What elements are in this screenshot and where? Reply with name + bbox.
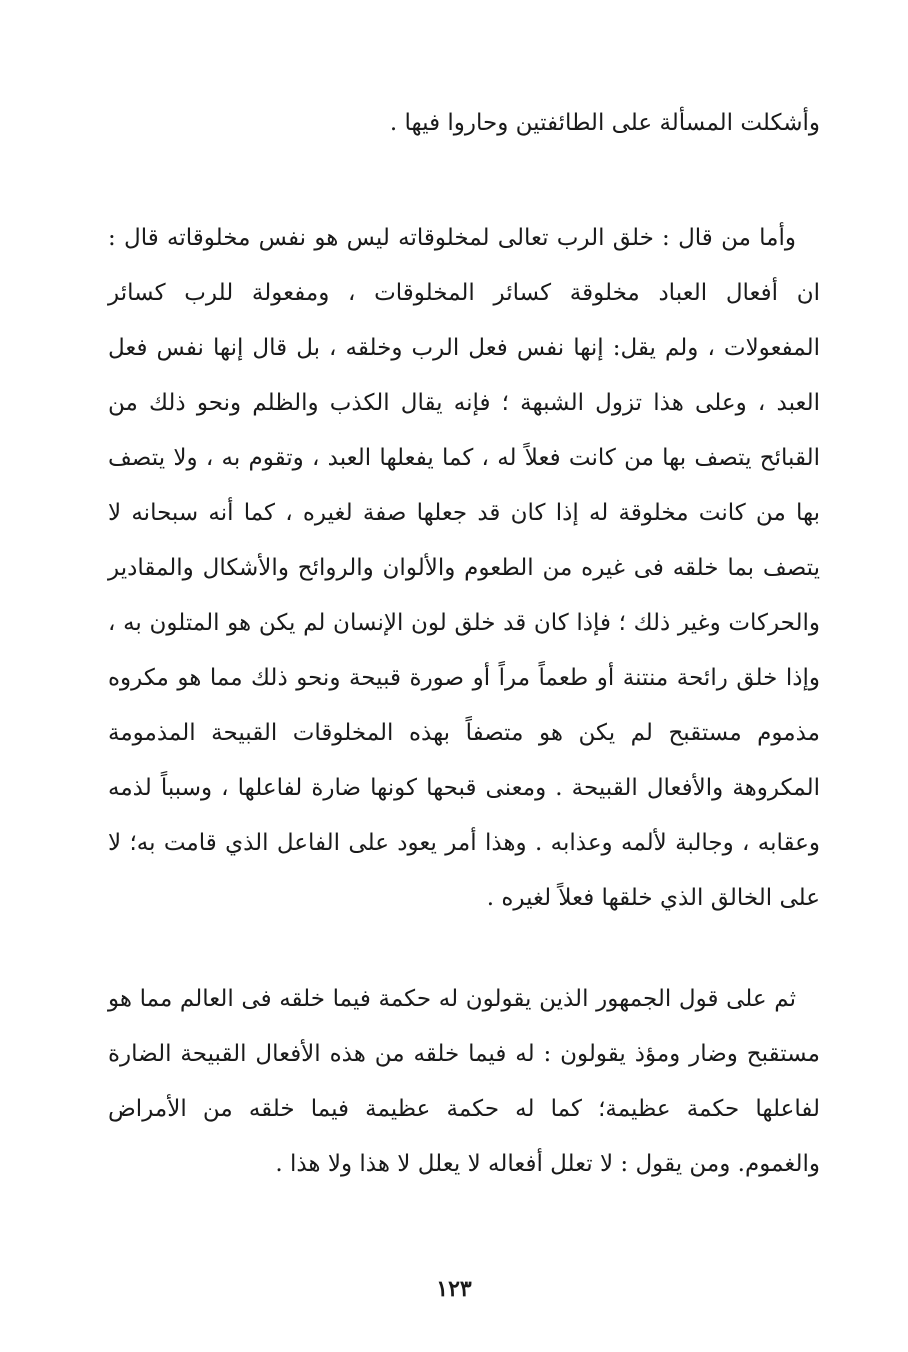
paragraph-3: ثم على قول الجمهور الذين يقولون له حكمة فيما خلقه فى العالم مما هو مستقبح وضار ومؤذ يقولون : له فيما خلقه من هذه الأفعال القبيحة الضارة لفاعلها حكمة عظيمة؛ كما له حكمة عظيمة فيما خلقه من الأمراض والغموم. ومن يقول : لا تعلل أفعاله لا يعلل لا هذا ولا هذا . [108, 986, 820, 1177]
paragraph-2: وأما من قال : خلق الرب تعالى لمخلوقاته ليس هو نفس مخلوقاته قال : ان أفعال العباد مخلوقة كسائر المخلوقات ، ومفعولة للرب كسائر المفعولات ، ولم يقل: إنها نفس فعل الرب وخلقه ، بل قال إنها نفس فعل العبد ، وعلى هذا تزول الشبهة ؛ فإنه يقال الكذب والظلم ونحو ذلك من القبائح يتصف بها من كانت فعلاً له ، كما يفعلها العبد ، وتقوم به ، ولا يتصف بها من كانت مخلوقة له إذا كان قد جعلها صفة لغيره ، كما أنه سبحانه لا يتصف بما خلقه فى غيره من الطعوم والألوان والروائح والأشكال والمقادير والحركات وغير ذلك ؛ فإذا كان قد خلق لون الإنسان لم يكن هو المتلون به ، وإذا خلق رائحة منتنة أو طعماً مراً أو صورة قبيحة ونحو ذلك مما هو مكروه مذموم مستقبح لم يكن هو متصفاً بهذه المخلوقات القبيحة المذمومة المكروهة والأفعال القبيحة . ومعنى قبحها كونها ضارة لفاعلها ، وسبباً لذمه وعقابه ، وجالبة لألمه وعذابه . وهذا أمر يعود على الفاعل الذي قامت به؛ لا على الخالق الذي خلقها فعلاً لغيره . [108, 225, 820, 911]
page-number: ١٢٣ [436, 1276, 472, 1302]
page-body [108, 96, 820, 1336]
paragraph-1: وأشكلت المسألة على الطائفتين وحاروا فيها . [389, 110, 820, 136]
